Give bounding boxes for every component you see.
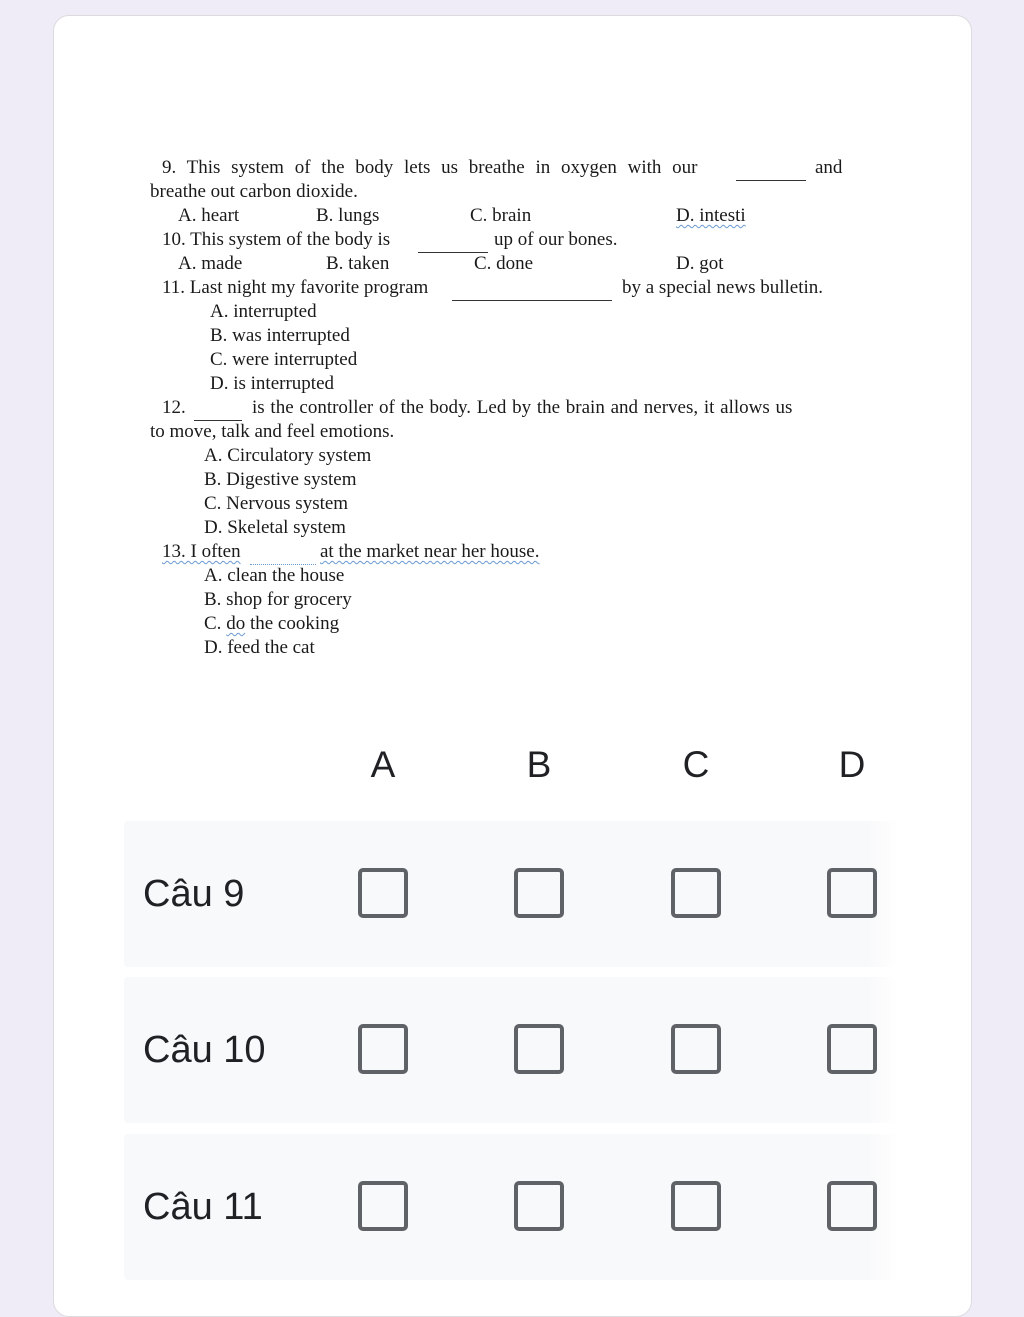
q10-option-c: C. done <box>474 253 534 274</box>
column-header-d: D <box>838 744 866 785</box>
grid-row-cau-9 <box>124 821 899 967</box>
q11-text-end: by a special news bulletin. <box>622 277 824 298</box>
checkbox-cau-10-a[interactable] <box>358 1024 408 1074</box>
q13-option-d: D. feed the cat <box>204 637 315 658</box>
q13-option-b: B. shop for grocery <box>204 589 352 610</box>
q12-option-b: B. Digestive system <box>204 469 357 490</box>
row-label: Câu 9 <box>143 873 245 915</box>
q12-text-start: is the controller of the body. Led by the brain and nerves, it allows us <box>252 397 793 418</box>
q13-text-end: at the market near her house. <box>320 541 540 562</box>
q9-line1: 9. This system of the body lets us breathe in oxygen with our <box>162 157 698 178</box>
q13-option-a: A. clean the house <box>204 565 345 586</box>
grid-row-cau-11 <box>124 1134 899 1280</box>
q11-text-start: 11. Last night my favorite program <box>162 277 429 298</box>
q9-line2: breathe out carbon dioxide. <box>150 181 358 202</box>
q9-option-d: D. intesti <box>676 205 746 226</box>
checkbox-cau-11-d[interactable] <box>827 1181 877 1231</box>
q11-option-c: C. were interrupted <box>210 349 358 370</box>
q13-option-c: C. do the cooking <box>204 613 340 634</box>
q11-option-d: D. is interrupted <box>210 373 335 394</box>
q10-option-a: A. made <box>178 253 243 274</box>
q11-option-a: A. interrupted <box>210 301 317 322</box>
checkbox-cau-11-c[interactable] <box>671 1181 721 1231</box>
q12-option-c: C. Nervous system <box>204 493 349 514</box>
q13-blank <box>250 550 316 565</box>
checkbox-cau-9-a[interactable] <box>358 868 408 918</box>
checkbox-cau-9-c[interactable] <box>671 868 721 918</box>
q12-blank <box>194 406 242 421</box>
q10-text-start: 10. This system of the body is <box>162 229 391 250</box>
form-question-card <box>53 15 972 1317</box>
q13-text-start: 13. I often <box>162 541 241 562</box>
row-label: Câu 11 <box>143 1186 263 1228</box>
q9-option-b: B. lungs <box>316 205 380 226</box>
q9-option-a: A. heart <box>178 205 240 226</box>
q9-option-c: C. brain <box>470 205 532 226</box>
q12-number: 12. <box>162 397 186 418</box>
q11-blank <box>452 286 612 301</box>
q10-option-d: D. got <box>676 253 724 274</box>
q12-option-d: D. Skeletal system <box>204 517 346 538</box>
q9-blank <box>736 166 806 181</box>
column-header-c: C <box>682 744 710 785</box>
column-header-a: A <box>370 744 396 785</box>
q10-blank <box>418 238 488 253</box>
checkbox-cau-10-b[interactable] <box>514 1024 564 1074</box>
q9-and: and <box>815 157 843 178</box>
checkbox-cau-9-b[interactable] <box>514 868 564 918</box>
q12-option-a: A. Circulatory system <box>204 445 372 466</box>
q12-line2: to move, talk and feel emotions. <box>150 421 395 442</box>
grid-row-cau-10 <box>124 977 899 1123</box>
q11-option-b: B. was interrupted <box>210 325 350 346</box>
q10-option-b: B. taken <box>326 253 390 274</box>
checkbox-cau-11-a[interactable] <box>358 1181 408 1231</box>
checkbox-cau-10-d[interactable] <box>827 1024 877 1074</box>
checkbox-cau-9-d[interactable] <box>827 868 877 918</box>
row-label: Câu 10 <box>143 1029 266 1071</box>
column-header-b: B <box>526 744 552 785</box>
checkbox-cau-10-c[interactable] <box>671 1024 721 1074</box>
checkbox-cau-11-b[interactable] <box>514 1181 564 1231</box>
q10-text-end: up of our bones. <box>494 229 618 250</box>
